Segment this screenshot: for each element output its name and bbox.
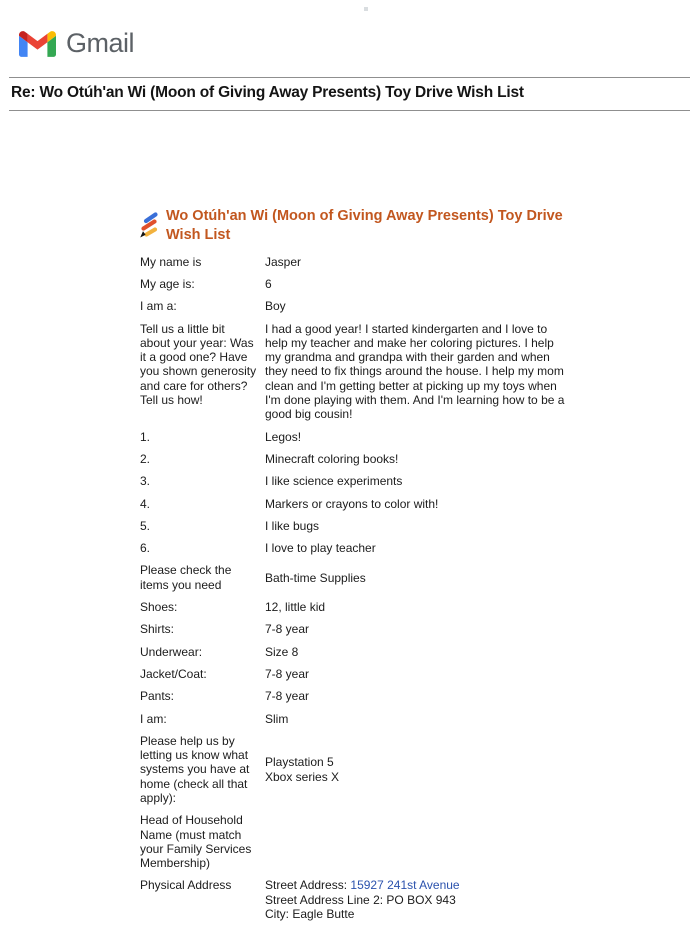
address-line bbox=[265, 893, 566, 907]
form-field-row bbox=[140, 689, 566, 703]
street-address-link[interactable]: 15927 241st Avenue bbox=[350, 878, 460, 893]
address-line-text: Street Address: bbox=[265, 878, 351, 893]
form-field-row bbox=[140, 452, 566, 466]
field-value: Boy bbox=[265, 299, 286, 314]
address-line bbox=[265, 907, 566, 921]
field-value: Minecraft coloring books! bbox=[265, 451, 399, 466]
field-label: 2. bbox=[140, 451, 151, 466]
gmail-wordmark: Gmail bbox=[66, 28, 135, 58]
field-value: 7-8 year bbox=[265, 622, 310, 637]
field-label: My name is bbox=[140, 254, 202, 269]
field-value bbox=[265, 755, 566, 784]
field-label: I am a: bbox=[140, 299, 177, 314]
form-field-row bbox=[140, 563, 566, 592]
field-value-line: Xbox series X bbox=[265, 769, 340, 784]
field-value bbox=[265, 813, 566, 870]
form-field-row bbox=[140, 712, 566, 726]
field-label: Pants: bbox=[140, 689, 175, 704]
form-field-row bbox=[140, 734, 566, 805]
form-field-row bbox=[140, 600, 566, 614]
field-label: 4. bbox=[140, 496, 151, 511]
field-label: Tell us a little bit about your year: Was it a good one? Have you shown generosity and care for others? Tell us how! bbox=[140, 321, 257, 408]
address-line-text: Street Address Line 2: PO BOX 943 bbox=[265, 892, 456, 907]
email-subject: Re: Wo Otúh'an Wi (Moon of Giving Away Presents) Toy Drive Wish List bbox=[11, 84, 524, 101]
field-label: 3. bbox=[140, 474, 151, 489]
field-label: Underwear: bbox=[140, 644, 203, 659]
field-value: Jasper bbox=[265, 254, 302, 269]
field-value: Size 8 bbox=[265, 644, 299, 659]
gmail-header bbox=[19, 29, 134, 57]
field-value: I had a good year! I started kindergarten and I love to help my teacher and make her coloring pictures. I help my grandma and grandpa with their garden and when they need to fix things around the house. I help my mom clean and I'm getting better at picking up my toys when I'm done playing with them. And I'm learning how to be a good big cousin! bbox=[265, 321, 565, 422]
field-value: Bath-time Supplies bbox=[265, 570, 366, 585]
address-line bbox=[265, 878, 566, 892]
form-field-row bbox=[140, 322, 566, 422]
form-fields bbox=[140, 255, 566, 922]
form-field-row bbox=[140, 667, 566, 681]
field-label: 5. bbox=[140, 518, 151, 533]
field-label: Head of Household Name (must match your Family Services Membership) bbox=[140, 813, 252, 871]
field-label: My age is: bbox=[140, 276, 195, 291]
address-line-text: City: Eagle Butte bbox=[265, 907, 355, 922]
field-label: Please check the items you need bbox=[140, 563, 232, 592]
form-field-row bbox=[140, 255, 566, 269]
field-label: Jacket/Coat: bbox=[140, 666, 207, 681]
gmail-logo-icon bbox=[19, 29, 56, 57]
field-label: 6. bbox=[140, 541, 151, 556]
form-field-row bbox=[140, 813, 566, 870]
field-value: 7-8 year bbox=[265, 666, 310, 681]
field-value: 7-8 year bbox=[265, 689, 310, 704]
form-field-row bbox=[140, 474, 566, 488]
form-field-row bbox=[140, 541, 566, 555]
form-field-row bbox=[140, 430, 566, 444]
field-value: Legos! bbox=[265, 429, 302, 444]
divider-top bbox=[9, 77, 690, 78]
form-response bbox=[138, 207, 566, 929]
field-label: Please help us by letting us know what systems you have at home (check all that apply): bbox=[140, 733, 250, 805]
field-value: 12, little kid bbox=[265, 600, 326, 615]
field-value: 6 bbox=[265, 276, 272, 291]
field-value: I love to play teacher bbox=[265, 541, 376, 556]
field-label: Shoes: bbox=[140, 600, 178, 615]
pencil-scribble-icon bbox=[138, 208, 159, 240]
field-label: I am: bbox=[140, 711, 167, 726]
field-value: I like science experiments bbox=[265, 474, 403, 489]
form-field-row bbox=[140, 497, 566, 511]
form-title: Wo Otúh'an Wi (Moon of Giving Away Presents) Toy Drive Wish List bbox=[166, 208, 563, 243]
scan-speck bbox=[364, 7, 368, 11]
form-field-row bbox=[140, 519, 566, 533]
field-value: Slim bbox=[265, 711, 289, 726]
field-value: Markers or crayons to color with! bbox=[265, 496, 439, 511]
divider-bottom bbox=[9, 110, 690, 111]
field-label: 1. bbox=[140, 429, 151, 444]
field-value-line: Playstation 5 bbox=[265, 755, 334, 770]
form-field-row bbox=[140, 299, 566, 313]
form-title-row bbox=[138, 207, 566, 245]
form-field-row bbox=[140, 277, 566, 291]
field-value bbox=[265, 878, 566, 921]
form-field-row bbox=[140, 878, 566, 921]
form-field-row bbox=[140, 622, 566, 636]
field-label: Physical Address bbox=[140, 878, 232, 893]
field-value: I like bugs bbox=[265, 518, 320, 533]
form-field-row bbox=[140, 645, 566, 659]
field-label: Shirts: bbox=[140, 622, 175, 637]
